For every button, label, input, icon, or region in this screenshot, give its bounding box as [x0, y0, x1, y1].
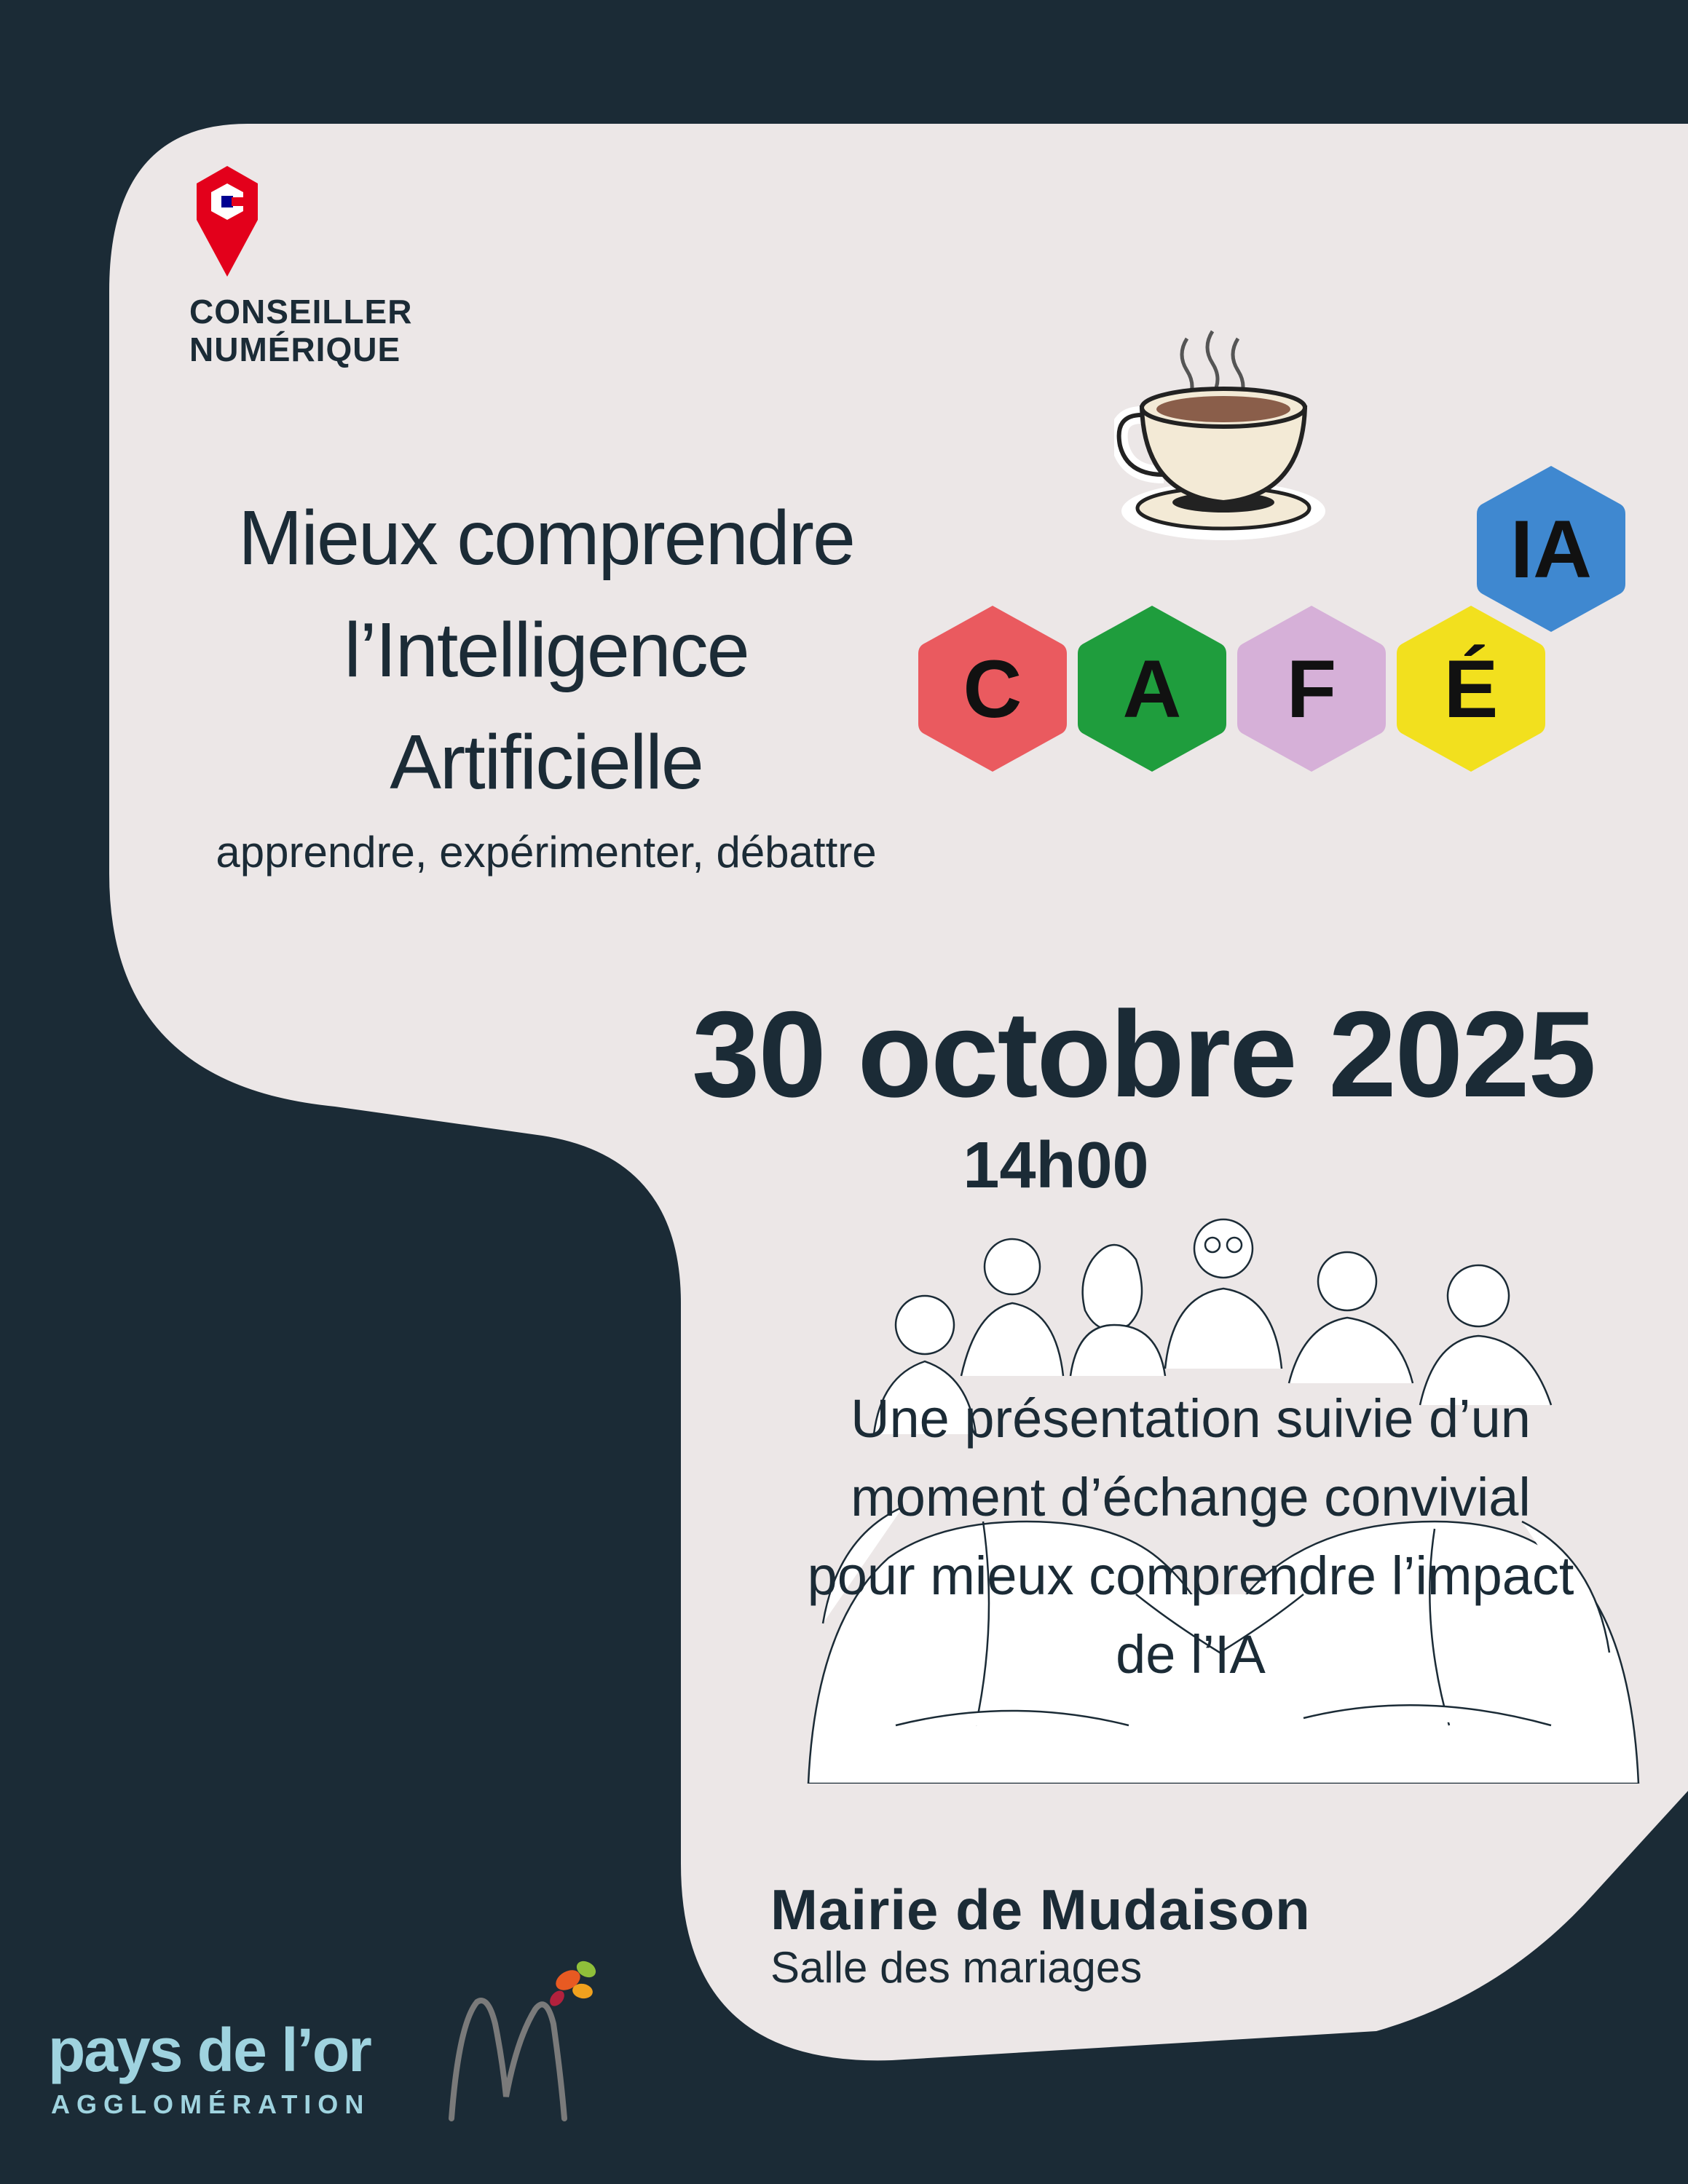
description-line-2: moment d’échange convivial: [851, 1467, 1531, 1527]
coffee-cup-icon: [1114, 320, 1340, 546]
logo-line-2: NUMÉRIQUE: [189, 331, 401, 368]
cafe-letter-a: [1072, 601, 1232, 776]
letter-c-label: C: [963, 643, 1022, 735]
title-line-1: Mieux comprendre: [238, 495, 854, 581]
description-line-1: Une présentation suivie d’un: [851, 1388, 1531, 1449]
title-line-2: l’Intelligence: [344, 607, 749, 693]
letter-a-label: A: [1122, 643, 1182, 735]
letter-f-label: F: [1286, 643, 1337, 735]
ia-label: IA: [1510, 503, 1592, 595]
description-line-3: pour mieux comprendre l’impact: [807, 1546, 1574, 1606]
cafe-letter-f: [1231, 601, 1392, 776]
conseiller-numerique-wordmark: [189, 293, 412, 368]
event-time: 14h00: [963, 1129, 1149, 1202]
letter-e-label: É: [1443, 643, 1499, 735]
pays-de-l-or-logo: pays de l’or: [48, 2016, 371, 2084]
conseiller-numerique-pin-icon: [191, 163, 264, 280]
description-line-4: de l’IA: [1116, 1624, 1266, 1685]
cafe-badge-ia: [1471, 462, 1631, 636]
mudaison-logo: [437, 1936, 604, 2126]
venue-name: Mairie de Mudaison: [770, 1878, 1311, 1942]
logo-line-1: CONSEILLER: [189, 293, 413, 331]
pays-de-l-or-subtitle: AGGLOMÉRATION: [51, 2089, 371, 2119]
event-subtitle: apprendre, expérimenter, débattre: [216, 828, 877, 877]
title-line-3: Artificielle: [390, 719, 703, 805]
event-title: [109, 482, 983, 818]
event-description: [699, 1380, 1682, 1694]
venue-room: Salle des mariages: [770, 1943, 1143, 1992]
event-date: 30 octobre 2025: [691, 986, 1595, 1123]
cafe-letter-c: [912, 601, 1073, 776]
